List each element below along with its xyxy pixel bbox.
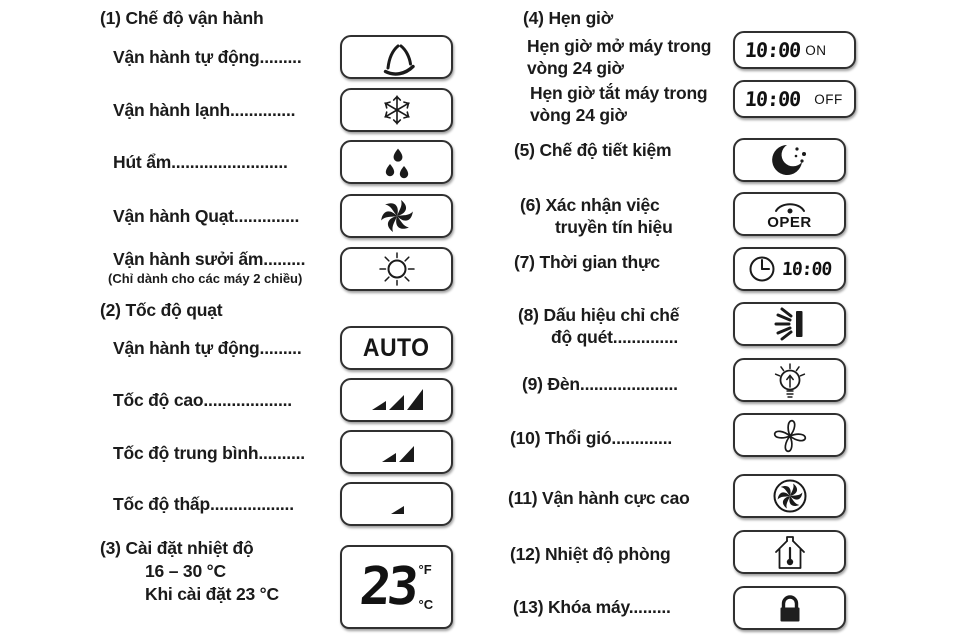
speed-high-icon — [368, 386, 426, 414]
section-2-title: (2) Tốc độ quạt — [100, 300, 223, 320]
timer-off-time: 10:00 — [744, 87, 802, 111]
timer-off-box — [733, 80, 856, 118]
heat-mode-box — [340, 247, 453, 291]
unit-f: °F — [418, 562, 432, 577]
label-speed-medium: Tốc độ trung bình.......... — [113, 443, 305, 463]
label-heat-note: (Chỉ dành cho các máy 2 chiều) — [108, 271, 303, 286]
real-time-value: 10:00 — [781, 258, 833, 280]
label-signal-line1: (6) Xác nhận việc — [520, 195, 660, 215]
timer-on-line1: Hẹn giờ mở máy trong — [527, 36, 712, 56]
turbo-box — [733, 474, 846, 518]
speed-medium-icon — [368, 438, 426, 466]
temp-example: Khi cài đặt 23 °C — [145, 584, 279, 604]
economy-box — [733, 138, 846, 182]
temp-value: 23 — [357, 557, 418, 617]
unit-c: °C — [418, 597, 434, 612]
oper-text: OPER — [767, 214, 812, 231]
label-turbo: (11) Vận hành cực cao — [508, 488, 690, 508]
timer-off-line1: Hẹn giờ tắt máy trong — [530, 83, 708, 103]
label-room-temp: (12) Nhiệt độ phòng — [510, 544, 671, 564]
lock-box — [733, 586, 846, 630]
dry-mode-box — [340, 140, 453, 184]
label-speed-low: Tốc độ thấp.................. — [113, 494, 294, 514]
label-swing-line1: (8) Dấu hiệu chỉ chế — [518, 305, 680, 325]
label-lamp: (9) Đèn..................... — [522, 374, 678, 394]
label-cool-operation: Vận hành lạnh.............. — [113, 100, 296, 120]
label-speed-high: Tốc độ cao................... — [113, 390, 292, 410]
room-temp-box — [733, 530, 846, 574]
temp-units — [419, 562, 434, 612]
fan-mode-box — [340, 194, 453, 238]
auto-mode-icon — [375, 38, 419, 76]
label-real-time: (7) Thời gian thực — [514, 252, 660, 272]
label-fan-operation: Vận hành Quạt.............. — [113, 206, 300, 226]
fan-auto-box — [340, 326, 453, 370]
blow-box — [733, 413, 846, 457]
section-4-title: (4) Hẹn giờ — [523, 8, 613, 28]
water-drops-icon — [377, 143, 417, 181]
swing-louver-icon — [767, 306, 813, 342]
label-heat-operation: Vận hành sưởi ấm......... — [113, 249, 306, 269]
fan-pinwheel-icon — [375, 196, 419, 236]
timer-on-line2: vòng 24 giờ — [527, 58, 624, 78]
label-signal-line2: truyền tín hiệu — [555, 217, 673, 237]
turbo-fan-icon — [768, 476, 812, 516]
timer-on-time: 10:00 — [744, 38, 802, 62]
label-dry-operation: Hút ẩm......................... — [113, 152, 288, 172]
section-1-title: (1) Chế độ vận hành — [100, 8, 264, 28]
temp-range: 16 – 30 °C — [145, 561, 226, 581]
snowflake-icon — [377, 91, 417, 129]
clock-icon — [747, 254, 777, 284]
signal-box — [733, 192, 846, 236]
label-lock: (13) Khóa máy......... — [513, 597, 671, 617]
blow-propeller-icon — [768, 415, 812, 455]
section-3-title: (3) Cài đặt nhiệt độ — [100, 538, 254, 558]
swing-box — [733, 302, 846, 346]
label-economy: (5) Chế độ tiết kiệm — [514, 140, 672, 160]
speed-medium-box — [340, 430, 453, 474]
label-auto-operation: Vận hành tự động......... — [113, 47, 302, 67]
label-swing-line2: độ quét.............. — [551, 327, 679, 347]
signal-arc-icon — [768, 198, 812, 214]
cool-mode-box — [340, 88, 453, 132]
timer-off-tag: OFF — [814, 91, 843, 107]
lock-icon — [768, 589, 812, 627]
room-temp-house-icon — [770, 532, 810, 572]
auto-mode-box — [340, 35, 453, 79]
speed-low-icon — [368, 490, 426, 518]
label-blow: (10) Thổi gió............. — [510, 428, 673, 448]
timer-on-box — [733, 31, 856, 69]
auto-text: AUTO — [363, 333, 430, 362]
timer-on-tag: ON — [805, 42, 827, 58]
temp-display-box — [340, 545, 453, 629]
timer-off-line2: vòng 24 giờ — [530, 105, 627, 125]
speed-low-box — [340, 482, 453, 526]
sun-icon — [375, 249, 419, 289]
moon-stars-icon — [767, 141, 813, 179]
label-fan-auto: Vận hành tự động......... — [113, 338, 302, 358]
speed-high-box — [340, 378, 453, 422]
real-time-box — [733, 247, 846, 291]
lamp-box — [733, 358, 846, 402]
light-bulb-icon — [770, 360, 810, 400]
